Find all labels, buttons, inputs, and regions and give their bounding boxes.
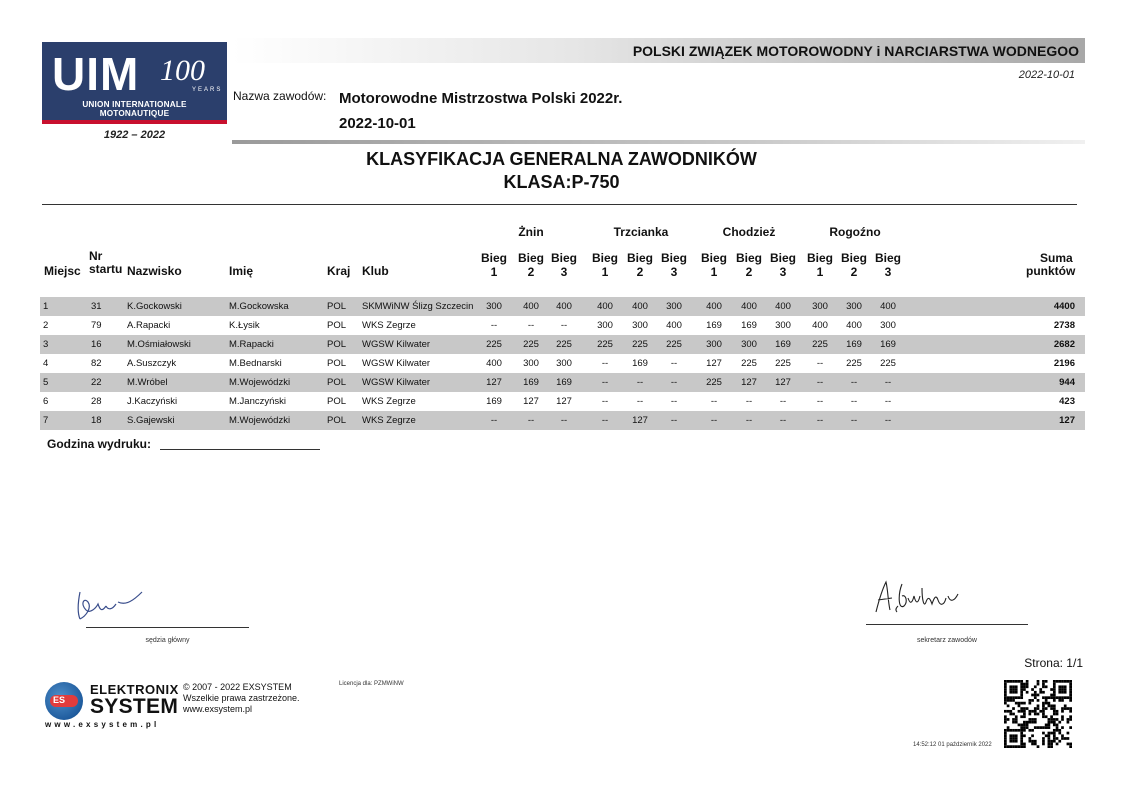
cell-place: 5 xyxy=(43,377,49,388)
heat-header-word: Bieg xyxy=(769,251,796,265)
heat-header-number: 3 xyxy=(779,265,787,279)
cell-score: 400 xyxy=(706,301,722,312)
cell-score: 400 xyxy=(632,301,648,312)
cell-score: -- xyxy=(850,396,858,407)
heat-header xyxy=(513,251,549,279)
cell-surname: M.Ośmiałowski xyxy=(127,339,191,350)
exsystem-brand-url: www.exsystem.pl xyxy=(45,720,160,729)
cell-score: 225 xyxy=(556,339,572,350)
uim-logo-mark: UIM xyxy=(52,48,140,100)
cell-surname: A.Rapacki xyxy=(127,320,171,331)
cell-club: WGSW Kilwater xyxy=(362,358,431,369)
heat-header-number: 3 xyxy=(670,265,678,279)
cell-nr: 79 xyxy=(91,320,102,331)
heat-header xyxy=(656,251,692,279)
heat-header-word: Bieg xyxy=(517,251,544,265)
cell-score: -- xyxy=(527,320,535,331)
heat-header-number: 2 xyxy=(527,265,535,279)
cell-name: M.Wojewódzki xyxy=(229,415,291,426)
cell-score: -- xyxy=(601,358,609,369)
cell-score: 127 xyxy=(632,415,648,426)
heat-header-word: Bieg xyxy=(480,251,507,265)
cell-country: POL xyxy=(327,339,347,350)
cell-country: POL xyxy=(327,415,347,426)
cell-club: WGSW Kilwater xyxy=(362,377,431,388)
cell-score: 400 xyxy=(523,301,539,312)
table-row xyxy=(40,392,1085,411)
cell-place: 4 xyxy=(43,358,49,369)
cell-score: -- xyxy=(745,396,753,407)
cell-score: 400 xyxy=(880,301,896,312)
column-header-surname: Nazwisko xyxy=(127,264,182,278)
cell-name: M.Wojewódzki xyxy=(229,377,291,388)
cell-score: -- xyxy=(560,320,568,331)
rights-text: Wszelkie prawa zastrzeżone. xyxy=(183,693,300,703)
cell-score: 225 xyxy=(666,339,682,350)
column-header-nr: Nr xyxy=(89,249,103,263)
cell-country: POL xyxy=(327,358,347,369)
class-title: KLASA:P-750 xyxy=(503,172,620,192)
table-row xyxy=(40,297,1085,316)
cell-score: 300 xyxy=(523,358,539,369)
cell-score: 225 xyxy=(880,358,896,369)
heat-header xyxy=(476,251,512,279)
heat-header xyxy=(587,251,623,279)
report-date: 2022-10-01 xyxy=(1018,69,1075,81)
cell-score: -- xyxy=(816,377,824,388)
cell-score: -- xyxy=(670,377,678,388)
cell-score: 169 xyxy=(706,320,722,331)
cell-surname: A.Suszczyk xyxy=(127,358,177,369)
cell-place: 7 xyxy=(43,415,49,426)
exsystem-brand-line2: SYSTEM xyxy=(90,695,179,718)
cell-club: SKMWiNW Ślizg Szczecin xyxy=(362,301,474,312)
cell-score: 225 xyxy=(741,358,757,369)
heat-header-word: Bieg xyxy=(660,251,687,265)
cell-nr: 16 xyxy=(91,339,102,350)
heat-header-number: 1 xyxy=(601,265,609,279)
location-header: Rogoźno xyxy=(829,225,881,239)
cell-score: 300 xyxy=(666,301,682,312)
cell-score: 225 xyxy=(523,339,539,350)
page-title: KLASYFIKACJA GENERALNA ZAWODNIKÓW xyxy=(366,149,757,169)
cell-score: 169 xyxy=(741,320,757,331)
copyright-block xyxy=(183,682,300,715)
heat-header xyxy=(870,251,906,279)
cell-score: -- xyxy=(710,396,718,407)
judge-signature xyxy=(74,586,154,626)
uim-logo xyxy=(42,42,227,124)
copyright-text: © 2007 - 2022 EXSYSTEM xyxy=(183,682,292,692)
cell-score: -- xyxy=(816,415,824,426)
heat-header-number: 3 xyxy=(560,265,568,279)
cell-score: 127 xyxy=(706,358,722,369)
cell-score: -- xyxy=(779,396,787,407)
cell-score: 169 xyxy=(523,377,539,388)
cell-score: 300 xyxy=(632,320,648,331)
cell-surname: K.Gockowski xyxy=(127,301,182,312)
uim-full-name: UNION INTERNATIONALE MOTONAUTIQUE xyxy=(82,100,187,118)
cell-surname: S.Gajewski xyxy=(127,415,175,426)
cell-score: 127 xyxy=(775,377,791,388)
cell-score: 225 xyxy=(597,339,613,350)
cell-score: 400 xyxy=(666,320,682,331)
secretary-label: sekretarz zawodów xyxy=(917,637,977,644)
cell-score: 127 xyxy=(523,396,539,407)
cell-place: 6 xyxy=(43,396,49,407)
heat-header-word: Bieg xyxy=(626,251,653,265)
table-row xyxy=(40,354,1085,373)
heat-header-word: Bieg xyxy=(735,251,762,265)
heat-header xyxy=(731,251,767,279)
cell-score: 127 xyxy=(486,377,502,388)
website-link[interactable]: www.exsystem.pl xyxy=(183,704,253,714)
cell-score: -- xyxy=(816,358,824,369)
cell-score: 300 xyxy=(486,301,502,312)
organization-name: POLSKI ZWIĄZEK MOTOROWODNY i NARCIARSTWA WODNEGOO xyxy=(632,43,1079,59)
cell-score: 400 xyxy=(556,301,572,312)
title-divider xyxy=(42,204,1077,205)
location-header: Żnin xyxy=(518,225,544,239)
cell-score: -- xyxy=(670,415,678,426)
logo-red-stripe xyxy=(42,120,227,124)
cell-name: M.Bednarski xyxy=(229,358,282,369)
heat-header-number: 1 xyxy=(816,265,824,279)
cell-place: 3 xyxy=(43,339,49,350)
cell-score: 400 xyxy=(741,301,757,312)
cell-sum: 423 xyxy=(1059,396,1075,407)
heat-header xyxy=(836,251,872,279)
header-divider xyxy=(232,140,1085,144)
cell-score: 400 xyxy=(846,320,862,331)
cell-country: POL xyxy=(327,396,347,407)
cell-nr: 82 xyxy=(91,358,102,369)
cell-nr: 22 xyxy=(91,377,102,388)
table-row xyxy=(40,411,1085,430)
logo-period: 1922 – 2022 xyxy=(103,129,166,141)
cell-score: 225 xyxy=(775,358,791,369)
heat-header-word: Bieg xyxy=(591,251,618,265)
cell-club: WKS Zegrze xyxy=(362,415,416,426)
cell-score: 127 xyxy=(556,396,572,407)
cell-score: 300 xyxy=(556,358,572,369)
cell-score: 169 xyxy=(556,377,572,388)
heat-header-number: 2 xyxy=(850,265,858,279)
cell-score: 225 xyxy=(632,339,648,350)
heat-header xyxy=(802,251,838,279)
cell-score: -- xyxy=(884,396,892,407)
cell-score: -- xyxy=(710,415,718,426)
heat-header-number: 3 xyxy=(884,265,892,279)
cell-score: 400 xyxy=(597,301,613,312)
cell-score: -- xyxy=(670,396,678,407)
cell-score: 169 xyxy=(846,339,862,350)
heat-header xyxy=(546,251,582,279)
cell-name: M.Gockowska xyxy=(229,301,289,312)
cell-score: 300 xyxy=(741,339,757,350)
competition-name: Motorowodne Mistrzostwa Polski 2022r. xyxy=(339,90,623,107)
cell-name: M.Janczyński xyxy=(229,396,287,407)
heat-header-word: Bieg xyxy=(840,251,867,265)
judge-signature-line xyxy=(86,627,249,628)
cell-score: 300 xyxy=(706,339,722,350)
cell-nr: 28 xyxy=(91,396,102,407)
cell-score: -- xyxy=(816,396,824,407)
table-row xyxy=(40,373,1085,392)
heat-header xyxy=(622,251,658,279)
cell-score: -- xyxy=(490,320,498,331)
cell-score: 400 xyxy=(775,301,791,312)
page-number: Strona: 1/1 xyxy=(1024,656,1083,670)
heat-header xyxy=(696,251,732,279)
cell-score: -- xyxy=(884,415,892,426)
print-time-field xyxy=(160,449,320,450)
cell-score: -- xyxy=(527,415,535,426)
heat-header-word: Bieg xyxy=(806,251,833,265)
cell-surname: J.Kaczyński xyxy=(127,396,178,407)
column-header-nr-sub: startu xyxy=(89,262,123,276)
cell-score: 127 xyxy=(741,377,757,388)
heat-header-word: Bieg xyxy=(874,251,901,265)
column-header-country: Kraj xyxy=(327,264,351,278)
cell-score: -- xyxy=(601,377,609,388)
cell-nr: 31 xyxy=(91,301,102,312)
cell-score: -- xyxy=(601,396,609,407)
column-header-name: Imię xyxy=(229,264,254,278)
cell-nr: 18 xyxy=(91,415,102,426)
heat-header-number: 2 xyxy=(636,265,644,279)
secretary-signature xyxy=(868,576,968,618)
location-header: Trzcianka xyxy=(613,225,669,239)
cell-sum: 4400 xyxy=(1053,301,1075,312)
cell-sum: 127 xyxy=(1059,415,1075,426)
cell-score: -- xyxy=(850,415,858,426)
cell-score: 300 xyxy=(846,301,862,312)
print-timestamp: 14:52:12 01 październik 2022 xyxy=(913,742,992,748)
location-header: Chodzież xyxy=(722,225,776,239)
cell-score: 225 xyxy=(486,339,502,350)
cell-sum: 2196 xyxy=(1053,358,1075,369)
exsystem-brand-line1: ELEKTRONIX xyxy=(90,682,179,697)
column-header-place: Miejsc xyxy=(44,264,81,278)
cell-club: WKS Zegrze xyxy=(362,320,416,331)
cell-score: 300 xyxy=(597,320,613,331)
cell-score: -- xyxy=(670,358,678,369)
cell-score: 169 xyxy=(880,339,896,350)
uim-centenary-mark: 100 xyxy=(160,54,205,87)
cell-score: 300 xyxy=(812,301,828,312)
organization-bar xyxy=(232,38,1085,63)
cell-place: 2 xyxy=(43,320,49,331)
cell-score: 169 xyxy=(632,358,648,369)
cell-score: 400 xyxy=(486,358,502,369)
print-time-label: Godzina wydruku: xyxy=(47,437,152,451)
heat-header-word: Bieg xyxy=(700,251,727,265)
results-table xyxy=(40,297,1085,430)
cell-score: 225 xyxy=(846,358,862,369)
cell-sum: 944 xyxy=(1059,377,1075,388)
cell-score: -- xyxy=(636,396,644,407)
judge-label: sędzia główny xyxy=(145,637,190,644)
cell-score: -- xyxy=(779,415,787,426)
table-row xyxy=(40,316,1085,335)
heat-header-word: Bieg xyxy=(550,251,577,265)
cell-club: WGSW Kilwater xyxy=(362,339,431,350)
cell-score: 300 xyxy=(775,320,791,331)
cell-score: -- xyxy=(636,377,644,388)
cell-score: -- xyxy=(490,415,498,426)
cell-score: -- xyxy=(850,377,858,388)
cell-sum: 2738 xyxy=(1053,320,1075,331)
competition-label: Nazwa zawodów: xyxy=(233,89,327,103)
cell-score: -- xyxy=(601,415,609,426)
cell-country: POL xyxy=(327,377,347,388)
cell-score: -- xyxy=(560,415,568,426)
cell-score: 169 xyxy=(486,396,502,407)
qr-code-icon xyxy=(1004,680,1074,748)
cell-score: -- xyxy=(745,415,753,426)
uim-years-text: YEARS xyxy=(192,87,223,93)
cell-score: 169 xyxy=(775,339,791,350)
heat-header xyxy=(765,251,801,279)
cell-sum: 2682 xyxy=(1053,339,1075,350)
cell-score: 225 xyxy=(706,377,722,388)
cell-place: 1 xyxy=(43,301,49,312)
exsystem-logo-icon: ES xyxy=(45,682,83,720)
cell-score: 400 xyxy=(812,320,828,331)
license-text: Licencja dla: PZMWiNW xyxy=(339,681,404,687)
column-header-club: Klub xyxy=(362,264,389,278)
column-header-sum: Suma xyxy=(1040,251,1073,265)
cell-surname: M.Wróbel xyxy=(127,377,168,388)
cell-country: POL xyxy=(327,301,347,312)
competition-date: 2022-10-01 xyxy=(339,115,416,132)
cell-club: WKS Zegrze xyxy=(362,396,416,407)
heat-header-number: 1 xyxy=(710,265,718,279)
cell-score: 225 xyxy=(812,339,828,350)
heat-header-number: 1 xyxy=(490,265,498,279)
heat-header-number: 2 xyxy=(745,265,753,279)
table-row xyxy=(40,335,1085,354)
secretary-signature-line xyxy=(866,624,1028,625)
cell-name: M.Rapacki xyxy=(229,339,274,350)
cell-score: 300 xyxy=(880,320,896,331)
cell-score: -- xyxy=(884,377,892,388)
cell-name: K.Łysik xyxy=(229,320,260,331)
cell-country: POL xyxy=(327,320,347,331)
column-header-sum-sub: punktów xyxy=(1026,264,1076,278)
